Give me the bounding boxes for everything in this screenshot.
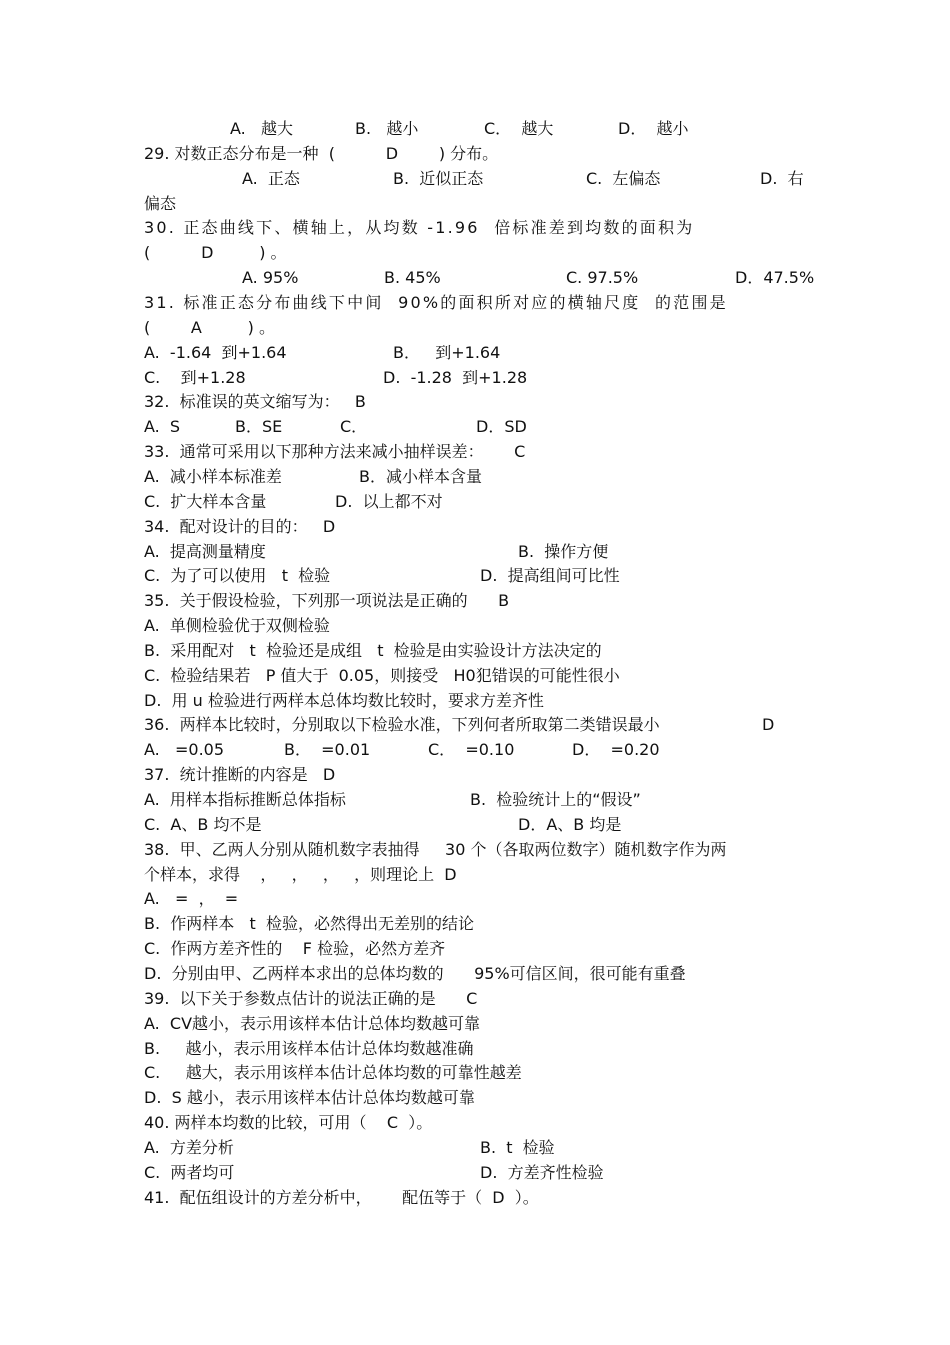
text-line-29-seg-0: 38. 甲、乙两人分别从随机数字表抽得 30 个（各取两位数字）随机数字作为两 <box>144 839 727 859</box>
text-line-6-seg-3: D．47.5% <box>735 268 815 288</box>
text-line-2-seg-1: B. 近似正态 <box>393 168 484 188</box>
text-line-20-seg-0: A. 单侧检验优于双侧检验 <box>144 616 330 635</box>
text-line-40-seg-0: 40. 两样本均数的比较，可用（ C ）。 <box>144 1113 433 1132</box>
text-line-24-seg-0: 36. 两样本比较时，分别取以下检验水准，下列何者所取第二类错误最小 <box>144 715 660 735</box>
text-line-39-seg-0: D. S 越小，表示用该样本估计总体均数越可靠 <box>144 1088 475 1108</box>
text-line-41-seg-1: B. t 检验 <box>480 1137 555 1157</box>
text-line-18-seg-0: C. 为了可以使用 t 检验 <box>144 566 331 586</box>
text-line-25-seg-0: A. =0.05 <box>144 740 225 760</box>
text-line-16-seg-0: 34. 配对设计的目的： D <box>144 516 336 536</box>
text-line-11-seg-0: 32. 标准误的英文缩写为： B <box>144 392 366 412</box>
text-line-5-seg-0: ( D ) 。 <box>144 243 287 263</box>
text-line-6-seg-1: B. 45% <box>384 268 441 288</box>
text-line-10-seg-1: D. -1.28 到+1.28 <box>383 367 528 387</box>
text-line-17-seg-0: A. 提高测量精度 <box>144 541 266 561</box>
text-line-31-seg-0: A. = ， = <box>144 889 239 909</box>
text-line-33-seg-0: C. 作两方差齐性的 F 检验，必然方差齐 <box>144 939 446 959</box>
text-line-2-seg-0: A. 正态 <box>242 168 300 188</box>
text-line-7-seg-0: 31. 标准正态分布曲线下中间 90%的面积所对应的横轴尺度 的范围是 <box>144 293 728 312</box>
text-line-12-seg-3: D．SD <box>476 417 527 437</box>
text-line-6-seg-2: C. 97.5% <box>566 268 639 288</box>
text-line-12-seg-1: B．SE <box>235 417 283 437</box>
text-line-43-seg-0: 41. 配伍组设计的方差分析中， 配伍等于（ D ）。 <box>144 1187 539 1207</box>
text-line-26-seg-0: 37. 统计推断的内容是 D <box>144 765 336 785</box>
text-line-0-seg-2: C． 越大 <box>484 119 554 138</box>
text-line-19-seg-0: 35. 关于假设检验，下列那一项说法是正确的 B <box>144 591 510 611</box>
text-line-8-seg-0: ( A ) 。 <box>144 317 275 337</box>
text-line-18-seg-1: D. 提高组间可比性 <box>480 566 620 586</box>
text-line-12-seg-0: A. S <box>144 417 181 437</box>
text-line-24-seg-1: D <box>762 715 775 735</box>
text-line-17-seg-1: B. 操作方便 <box>518 541 609 561</box>
text-line-0-seg-0: A. 越大 <box>230 119 294 138</box>
text-line-12-seg-2: C． <box>340 417 368 437</box>
text-line-22-seg-0: C. 检验结果若 P 值大于 0.05，则接受 H0犯错误的可能性很小 <box>144 665 620 685</box>
text-line-38-seg-0: C. 越大，表示用该样本估计总体均数的可靠性越差 <box>144 1063 522 1083</box>
text-line-15-seg-0: C. 扩大样本含量 <box>144 491 267 511</box>
text-line-2-seg-3: D. 右 <box>760 168 804 188</box>
text-line-3-seg-0: 偏态 <box>144 193 177 213</box>
text-line-37-seg-0: B. 越小，表示用该样本估计总体均数越准确 <box>144 1038 474 1058</box>
text-line-42-seg-0: C. 两者均可 <box>144 1162 235 1182</box>
text-line-32-seg-0: B. 作两样本 t 检验，必然得出无差别的结论 <box>144 914 474 934</box>
text-line-27-seg-0: A. 用样本指标推断总体指标 <box>144 790 346 809</box>
text-line-28-seg-1: D．A、B 均是 <box>518 814 622 834</box>
text-line-1-seg-0: 29. 对数正态分布是一种 ( D ) 分布。 <box>144 143 499 163</box>
text-line-9-seg-0: A. -1.64 到+1.64 <box>144 342 287 362</box>
text-line-42-seg-1: D. 方差齐性检验 <box>480 1162 604 1182</box>
text-line-10-seg-0: C. 到+1.28 <box>144 367 246 387</box>
text-line-6-seg-0: A. 95% <box>242 268 299 288</box>
text-line-0-seg-3: D． 越小 <box>618 119 689 138</box>
text-line-0-seg-1: B. 越小 <box>355 119 419 138</box>
text-line-2-seg-2: C. 左偏态 <box>586 168 661 188</box>
text-line-35-seg-0: 39. 以下关于参数点估计的说法正确的是 C <box>144 988 478 1008</box>
text-line-25-seg-1: B． =0.01 <box>284 740 371 760</box>
text-line-25-seg-2: C． =0.10 <box>428 740 515 760</box>
text-line-34-seg-0: D. 分别由甲、乙两样本求出的总体均数的 95%可信区间，很可能有重叠 <box>144 963 686 983</box>
text-line-23-seg-0: D. 用 u 检验进行两样本总体均数比较时，要求方差齐性 <box>144 690 544 710</box>
text-line-27-seg-1: B. 检验统计上的“假设” <box>470 790 641 809</box>
text-line-15-seg-1: D. 以上都不对 <box>335 491 443 511</box>
text-line-28-seg-0: C. A、B 均不是 <box>144 814 262 834</box>
text-line-9-seg-1: B． 到+1.64 <box>393 342 501 362</box>
text-line-25-seg-3: D． =0.20 <box>572 740 660 760</box>
text-line-14-seg-1: B．减小样本含量 <box>359 466 482 486</box>
text-line-30-seg-0: 个样本，求得 ， ， ， ，则理论上 D <box>144 864 457 884</box>
text-line-41-seg-0: A. 方差分析 <box>144 1137 234 1157</box>
text-line-21-seg-0: B. 采用配对 t 检验还是成组 t 检验是由实验设计方法决定的 <box>144 640 602 660</box>
text-line-36-seg-0: A. CV越小，表示用该样本估计总体均数越可靠 <box>144 1013 481 1033</box>
text-line-14-seg-0: A. 减小样本标准差 <box>144 466 282 486</box>
text-line-13-seg-0: 33. 通常可采用以下那种方法来减小抽样误差： C <box>144 442 526 462</box>
text-line-4-seg-0: 30. 正态曲线下、横轴上，从均数 -1.96 倍标准差到均数的面积为 <box>144 218 695 238</box>
